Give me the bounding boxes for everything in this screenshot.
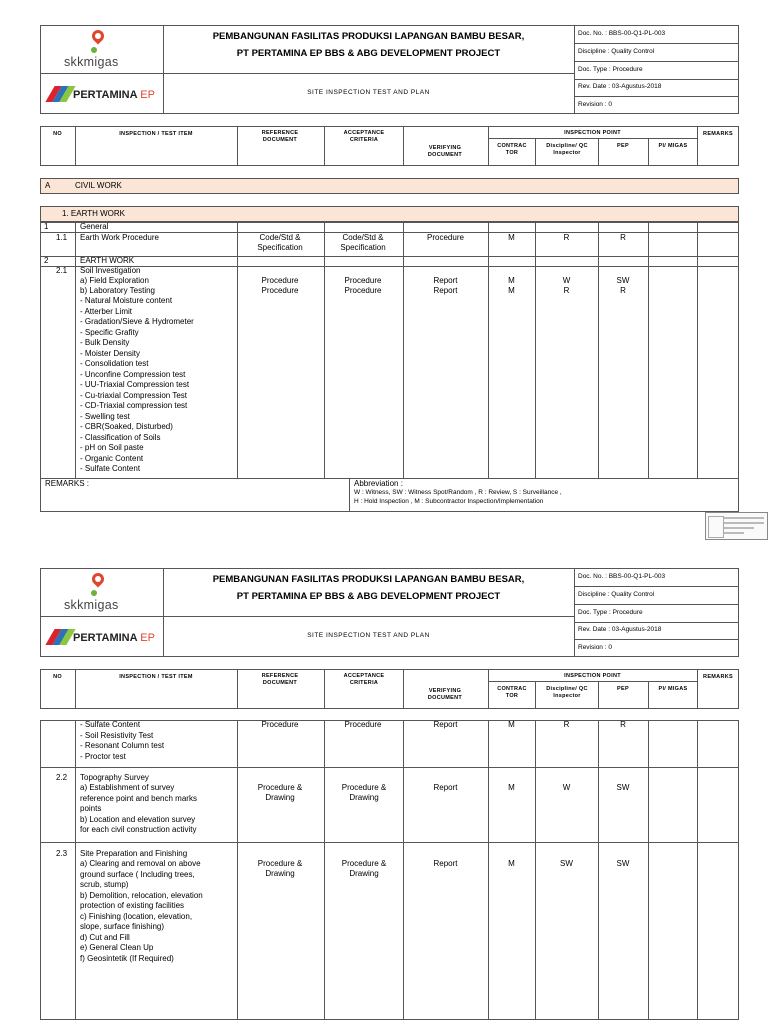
earth-work-heading (40, 206, 739, 222)
rev-date: Rev. Date : 03-Agustus-2018 (578, 626, 662, 633)
revision: Revision : 0 (578, 644, 612, 651)
list-item: - Bulk Density (80, 338, 130, 347)
doc-type: Doc. Type : Procedure (578, 66, 643, 73)
approval-stamp (705, 512, 768, 540)
list-item: - Natural Moisture content (80, 296, 173, 305)
list-item: d) Cut and Fill (80, 932, 130, 942)
list-item: - Sulfate Content (80, 720, 141, 729)
doc-title: PEMBANGUNAN FASILITAS PRODUKSI LAPANGAN BAMBU BESAR, PT PERTAMINA EP BBS & ABG DEVELOPMENT PROJECT (212, 31, 525, 60)
list-item: slope, surface finishing) (80, 922, 165, 931)
list-item: - Moister Density (80, 348, 141, 358)
site-prep-list (80, 859, 203, 964)
list-item: - Specific Grafity (80, 327, 139, 337)
abbreviation: Abbreviation : W : Witness, SW : Witness Spot/Random , R : Review, S : Surveillance , H : Hold Inspection , M : Subcontractor Inspection/Implementation (354, 479, 562, 505)
list-item: for each civil construction activity (80, 825, 197, 834)
list-item: - Organic Content (80, 453, 144, 463)
list-item: - CD-Triaxial compression test (80, 401, 188, 410)
discipline: Discipline : Quality Control (578, 48, 655, 55)
doc-title: PEMBANGUNAN FASILITAS PRODUKSI LAPANGAN BAMBU BESAR, PT PERTAMINA EP BBS & ABG DEVELOPMENT PROJECT (212, 574, 525, 603)
lab-test-list (80, 296, 194, 475)
list-item: - Cu-triaxial Compression Test (80, 390, 187, 400)
list-item: - Soil Resistivity Test (80, 730, 154, 740)
doc-type: Doc. Type : Procedure (578, 609, 643, 616)
list-item: - Atterber Limit (80, 306, 133, 316)
list-item: - Resonant Column test (80, 741, 165, 750)
doc-subtitle: SITE INSPECTION TEST AND PLAN (307, 632, 430, 639)
list-item: - Proctor test (80, 751, 126, 761)
continued-test-list (80, 720, 164, 762)
list-item: ground surface ( Including trees, (80, 869, 195, 879)
discipline: Discipline : Quality Control (578, 591, 655, 598)
list-item: - Gradation/Sieve & Hydrometer (80, 317, 194, 326)
list-item: - Swelling test (80, 411, 130, 421)
section-a-row (40, 178, 739, 194)
list-item: - Classification of Soils (80, 432, 161, 442)
list-item: f) Geosintetik (If Required) (80, 953, 174, 963)
list-item: a) Clearing and removal on above (80, 859, 201, 868)
list-item: - Unconfine Compression test (80, 369, 186, 379)
list-item: a) Establishment of survey (80, 783, 175, 792)
revision: Revision : 0 (578, 101, 612, 108)
list-item: b) Demolition, relocation, elevation (80, 890, 203, 900)
list-item: e) General Clean Up (80, 943, 154, 952)
list-item: - Sulfate Content (80, 464, 141, 473)
topography-list (80, 783, 197, 836)
list-item: b) Location and elevation survey (80, 814, 196, 824)
list-item: - UU-Triaxial Compression test (80, 380, 190, 389)
doc-subtitle: SITE INSPECTION TEST AND PLAN (307, 89, 430, 96)
list-item: - Consolidation test (80, 359, 149, 368)
list-item: protection of existing facilities (80, 901, 185, 910)
list-item: reference point and bench marks (80, 793, 197, 803)
doc-no: Doc. No. : BBS-00-Q1-PL-003 (578, 573, 666, 580)
list-item: - pH on Soil paste (80, 443, 144, 452)
rev-date: Rev. Date : 03-Agustus-2018 (578, 83, 662, 90)
list-item: scrub, stump) (80, 880, 129, 889)
doc-no: Doc. No. : BBS-00-Q1-PL-003 (578, 30, 666, 37)
list-item: points (80, 804, 102, 813)
list-item: c) Finishing (location, elevation, (80, 911, 193, 921)
list-item: - CBR(Soaked, Disturbed) (80, 422, 173, 431)
